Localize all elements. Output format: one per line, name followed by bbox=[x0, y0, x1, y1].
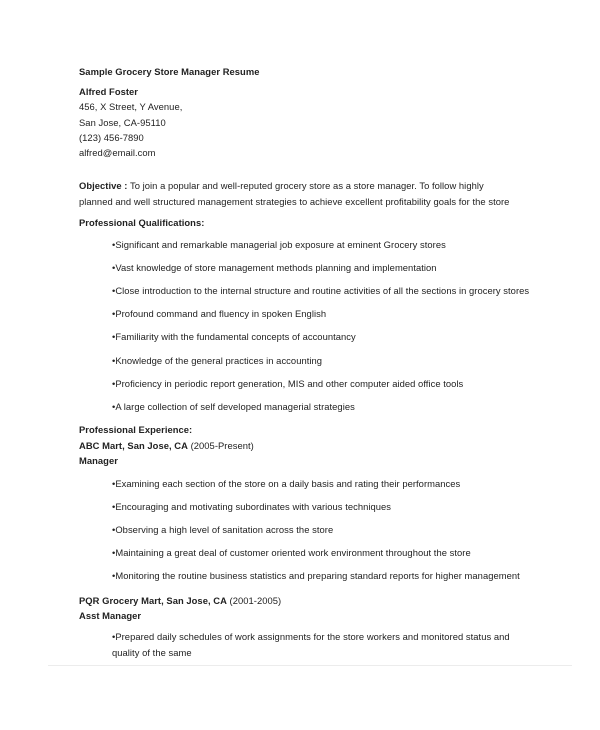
job-role: Manager bbox=[79, 455, 118, 466]
candidate-name: Alfred Foster bbox=[79, 86, 138, 97]
objective-label: Objective : bbox=[79, 180, 128, 191]
list-item: •Examining each section of the store on a daily basis and rating their performances bbox=[112, 478, 461, 489]
job-header bbox=[79, 440, 254, 452]
objective-text: To join a popular and well-reputed grocery store as a store manager. To follow highly planned and well structured management strategies to achieve excellent profitability goals for the store bbox=[79, 180, 510, 207]
list-item: •Significant and remarkable managerial job exposure at eminent Grocery stores bbox=[112, 239, 446, 250]
list-item: •Prepared daily schedules of work assignments for the store workers and monitored status and quality of the same bbox=[112, 631, 510, 658]
company-name: PQR Grocery Mart, San Jose, CA bbox=[79, 595, 227, 606]
list-item: •Profound command and fluency in spoken English bbox=[112, 308, 327, 319]
resume-title: Sample Grocery Store Manager Resume bbox=[79, 66, 260, 77]
email-address: alfred@email.com bbox=[79, 147, 156, 158]
list-item: •Encouraging and motivating subordinates with various techniques bbox=[112, 501, 392, 512]
address-line-1: 456, X Street, Y Avenue, bbox=[79, 101, 183, 112]
list-item: •Maintaining a great deal of customer oriented work environment throughout the store bbox=[112, 547, 471, 558]
job-period: (2005-Present) bbox=[187, 440, 254, 451]
experience-heading: Professional Experience: bbox=[79, 424, 193, 435]
job-header bbox=[79, 595, 281, 607]
job-role: Asst Manager bbox=[79, 610, 142, 621]
list-item: •Familiarity with the fundamental concepts of accountancy bbox=[112, 331, 356, 342]
list-item: •Proficiency in periodic report generation, MIS and other computer aided office tools bbox=[112, 378, 464, 389]
list-item: •Close introduction to the internal structure and routine activities of all the sections in grocery stores bbox=[112, 285, 530, 296]
list-item: •Vast knowledge of store management methods planning and implementation bbox=[112, 262, 437, 273]
company-name: ABC Mart, San Jose, CA bbox=[79, 440, 188, 451]
list-item: •A large collection of self developed managerial strategies bbox=[112, 401, 355, 412]
qualifications-heading: Professional Qualifications: bbox=[79, 217, 205, 228]
page-divider bbox=[48, 665, 572, 666]
list-item: •Observing a high level of sanitation across the store bbox=[112, 524, 334, 535]
address-line-2: San Jose, CA-95110 bbox=[79, 117, 166, 128]
job-period: (2001-2005) bbox=[226, 595, 282, 606]
phone-number: (123) 456-7890 bbox=[79, 132, 144, 143]
objective-paragraph bbox=[79, 178, 519, 209]
list-item: •Knowledge of the general practices in accounting bbox=[112, 355, 323, 366]
list-item: •Monitoring the routine business statistics and preparing standard reports for higher management bbox=[112, 570, 520, 581]
